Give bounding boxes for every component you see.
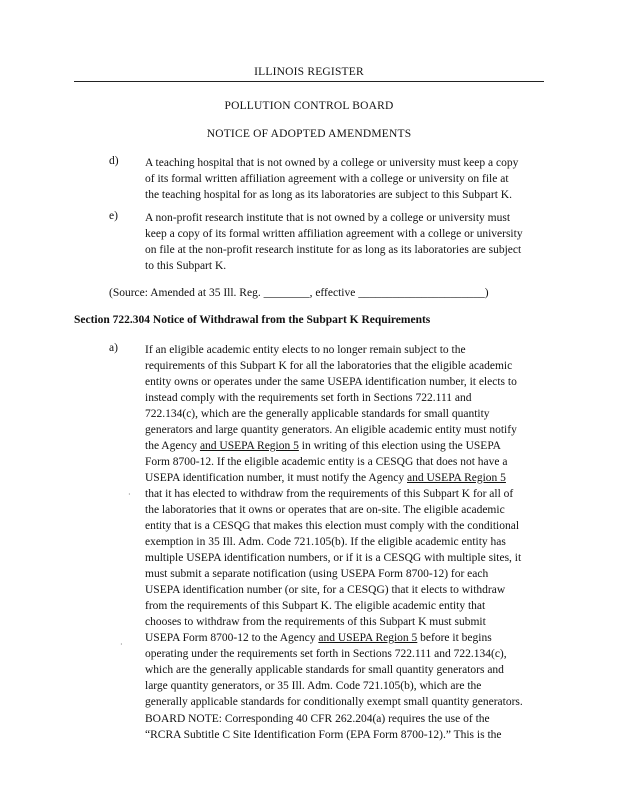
text-run: before it begins (417, 632, 492, 644)
text-line: BOARD NOTE: Corresponding 40 CFR 262.204(a) requires the use of the (145, 713, 490, 725)
text-line: of its formal written affiliation agreement with a college or university on file at (145, 173, 509, 185)
text-line: If an eligible academic entity elects to no longer remain subject to the (145, 344, 466, 356)
text-line: must submit a separate notification (using USEPA Form 8700-12) for each (145, 568, 489, 580)
text-line: operating under the requirements set forth in Sections 722.111 and 722.134(c), (145, 648, 507, 660)
register-title: ILLINOIS REGISTER (254, 66, 364, 78)
source-mid: , effective (309, 287, 359, 299)
text-line (145, 630, 523, 646)
text-line: generally applicable standards for conditionally exempt small quantity generators. (145, 696, 523, 708)
text-line: entity owns or operates under the same USEPA identification number, it elects to (145, 376, 517, 388)
para-e-text (145, 210, 523, 274)
text-line: to this Subpart K. (145, 260, 227, 272)
text-line: Form 8700-12. If the eligible academic entity is a CESQG that does not have a (145, 456, 508, 468)
text-line: the teaching hospital for as long as its laboratories are subject to this Subpart K. (145, 189, 512, 201)
text-line: on file at the non-profit research institute for as long as its laboratories are subject (145, 244, 522, 256)
text-line: large quantity generators, or 35 Ill. Adm. Code 721.105(b), which are the (145, 680, 482, 692)
notice-title: NOTICE OF ADOPTED AMENDMENTS (206, 128, 412, 140)
text-line: chooses to withdraw from the requirements of this Subpart K must submit (145, 616, 486, 628)
text-run: the Agency (145, 440, 200, 452)
text-line: A non-profit research institute that is not owned by a college or university must (145, 212, 511, 224)
para-e-label: e) (109, 210, 118, 222)
text-line: instead comply with the requirements set forth in Sections 722.111 and (145, 392, 472, 404)
inserted-text: and USEPA Region 5 (407, 472, 506, 484)
para-d-text (145, 155, 518, 203)
text-line: generators and large quantity generators. An eligible academic entity must notify (145, 424, 517, 436)
source-reg-blank: ________ (263, 287, 310, 299)
text-line: multiple USEPA identification numbers, or if it is a CESQG with multiple sites, it (145, 552, 522, 564)
source-suffix: ) (484, 287, 489, 299)
text-run: USEPA identification number, it must notify the Agency (145, 472, 407, 484)
para-a-text (145, 342, 523, 710)
para-a-label: a) (109, 342, 118, 354)
text-line: “RCRA Subtitle C Site Identification Form (EPA Form 8700-12).” This is the (145, 729, 502, 741)
header-rule (74, 81, 544, 82)
text-run: in writing of this election using the USEPA (298, 440, 501, 452)
text-line: entity that is a CESQG that makes this election must comply with the conditional (145, 520, 520, 532)
text-line: 722.134(c), which are the generally applicable standards for small quantity (145, 408, 490, 420)
text-line: from the requirements of this Subpart K. The eligible academic entity that (145, 600, 486, 612)
board-name: POLLUTION CONTROL BOARD (224, 100, 394, 112)
text-line: which are the generally applicable standards for small quantity generators and (145, 664, 504, 676)
text-line: A teaching hospital that is not owned by a college or university must keep a copy (145, 157, 519, 169)
text-run: USEPA Form 8700-12 to the Agency (145, 632, 319, 644)
section-heading: Section 722.304 Notice of Withdrawal from the Subpart K Requirements (74, 314, 431, 326)
board-note (145, 711, 502, 743)
text-line: exemption in 35 Ill. Adm. Code 721.105(b). If the eligible academic entity has (145, 536, 506, 548)
inserted-text: and USEPA Region 5 (318, 632, 418, 644)
text-line: requirements of this Subpart K for all the laboratories that the eligible academic (145, 360, 513, 372)
text-line (145, 470, 523, 486)
scan-speck: · (128, 490, 131, 499)
source-effective-blank: ______________________ (358, 287, 485, 299)
source-note (109, 285, 489, 301)
text-line: the laboratories that it owns or operates that are on-site. The eligible academic (145, 504, 505, 516)
para-d-label: d) (109, 155, 119, 167)
scan-speck: · (120, 640, 123, 649)
text-line: USEPA identification number (or site, for a CESQG) that it elects to withdraw (145, 584, 506, 596)
text-line: that it has elected to withdraw from the requirements of this Subpart K for all of (145, 488, 514, 500)
text-line (145, 438, 523, 454)
inserted-text: and USEPA Region 5 (199, 440, 299, 452)
source-prefix: (Source: Amended at 35 Ill. Reg. (109, 287, 264, 299)
text-line: keep a copy of its formal written affiliation agreement with a college or university (145, 228, 523, 240)
